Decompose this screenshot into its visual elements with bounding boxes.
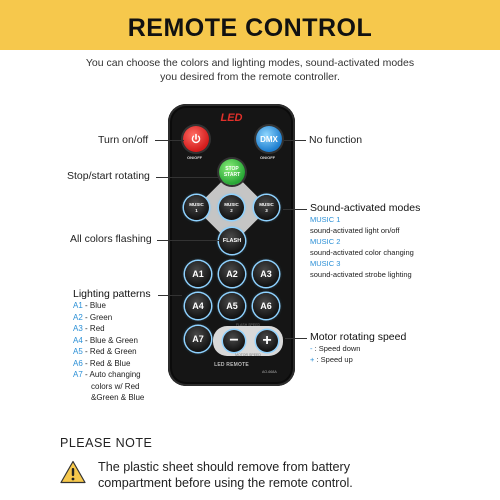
motor-speed-title: Motor rotating speed: [310, 331, 407, 343]
plus-key: +: [310, 355, 315, 364]
stop-start-button[interactable]: [219, 159, 245, 185]
minus-key: -: [310, 344, 313, 353]
a4-button[interactable]: A4: [185, 293, 211, 319]
pattern-item: A1 - Blue: [73, 301, 106, 310]
music-1-button[interactable]: [184, 195, 209, 220]
callout-line-speed: [285, 338, 307, 339]
music-3-desc: sound-activated strobe lighting: [310, 270, 412, 279]
a1-button[interactable]: A1: [185, 261, 211, 287]
minus-desc: : Speed down: [314, 344, 361, 353]
music-1-number: 1: [195, 207, 198, 213]
subtitle-line-2: you desired from the remote controller.: [160, 71, 340, 83]
music-2-desc: sound-activated color changing: [310, 248, 414, 257]
music-2-number: 2: [230, 207, 233, 213]
lighting-patterns-title: Lighting patterns: [73, 288, 151, 300]
pattern-item: A7 - Auto changing: [73, 370, 141, 379]
speed-down-button[interactable]: −: [223, 330, 245, 352]
callout-line-stop: [156, 177, 218, 178]
music-1-code: MUSIC 1: [310, 215, 341, 224]
remote-footer-label: LED REMOTE: [214, 362, 249, 368]
music-3-code: MUSIC 3: [310, 259, 341, 268]
callout-all-colors: All colors flashing: [70, 233, 152, 245]
sound-modes-title: Sound-activated modes: [310, 202, 421, 214]
pattern-a7-continued-2: &Green & Blue: [91, 393, 145, 402]
stop-label: STOP: [225, 166, 239, 172]
a3-button[interactable]: A3: [253, 261, 279, 287]
power-icon: [190, 133, 202, 145]
callout-line-power: [155, 140, 184, 141]
dmx-button-caption: ON/OFF: [260, 155, 276, 160]
music-3-number: 3: [265, 207, 268, 213]
callout-line-music: [283, 209, 307, 210]
music-2-label: MUSIC: [224, 201, 239, 207]
start-label: START: [223, 172, 241, 178]
music-1-label: MUSIC: [189, 201, 204, 207]
a5-button[interactable]: A5: [219, 293, 245, 319]
subtitle: [40, 56, 460, 84]
callout-no-function: No function: [309, 134, 363, 146]
callout-line-flash: [157, 240, 219, 241]
lighting-patterns-list: [73, 300, 144, 404]
callout-line-dmx: [284, 140, 306, 141]
power-button[interactable]: [183, 126, 209, 152]
warning-icon: [60, 460, 86, 484]
pattern-item: A3 - Red: [73, 324, 105, 333]
remote-brand: LED: [220, 112, 243, 124]
a7-button[interactable]: A7: [185, 326, 211, 352]
remote-model-number: AO-668A: [262, 370, 277, 374]
sound-modes-block: [310, 203, 420, 280]
motor-speed-block: [310, 332, 406, 365]
music-3-button[interactable]: [254, 195, 279, 220]
speed-up-row: [310, 354, 406, 365]
subtitle-line-1: You can choose the colors and lighting modes, sound-activated modes: [85, 57, 415, 69]
note-line-2: compartment before using the remote control.: [98, 476, 353, 490]
dmx-button[interactable]: DMX: [256, 126, 282, 152]
note-line-1: The plastic sheet should remove from battery: [98, 460, 350, 474]
flash-button[interactable]: FLASH: [219, 228, 245, 254]
music-1-desc: sound-activated light on/off: [310, 226, 400, 235]
flash-speed-caption: FLASH SPEED: [235, 323, 261, 327]
speed-up-button[interactable]: +: [256, 330, 278, 352]
callout-turn-on-off: Turn on/off: [98, 134, 149, 146]
note-text: [98, 459, 353, 491]
page-title: REMOTE CONTROL: [127, 14, 373, 42]
pattern-item: A2 - Green: [73, 312, 113, 322]
a2-button[interactable]: A2: [219, 261, 245, 287]
pattern-item: A4 - Blue & Green: [73, 335, 138, 345]
remote-control: [168, 104, 295, 386]
motor-speed-caption: MOTOR SPEED: [235, 353, 261, 357]
callout-line-patterns: [158, 295, 182, 296]
music-2-code: MUSIC 2: [310, 237, 341, 246]
note-heading: PLEASE NOTE: [60, 436, 153, 450]
power-button-caption: ON/OFF: [187, 155, 203, 160]
pattern-item: A6 - Red & Blue: [73, 358, 131, 368]
plus-desc: : Speed up: [316, 355, 353, 364]
a6-button[interactable]: A6: [253, 293, 279, 319]
speed-down-row: [310, 343, 406, 354]
callout-stop-start: Stop/start rotating: [67, 170, 150, 182]
pattern-a7-continued-1: colors w/ Red: [91, 381, 140, 391]
music-3-label: MUSIC: [259, 201, 274, 207]
pattern-item: A5 - Red & Green: [73, 347, 137, 356]
music-2-button[interactable]: [219, 195, 244, 220]
